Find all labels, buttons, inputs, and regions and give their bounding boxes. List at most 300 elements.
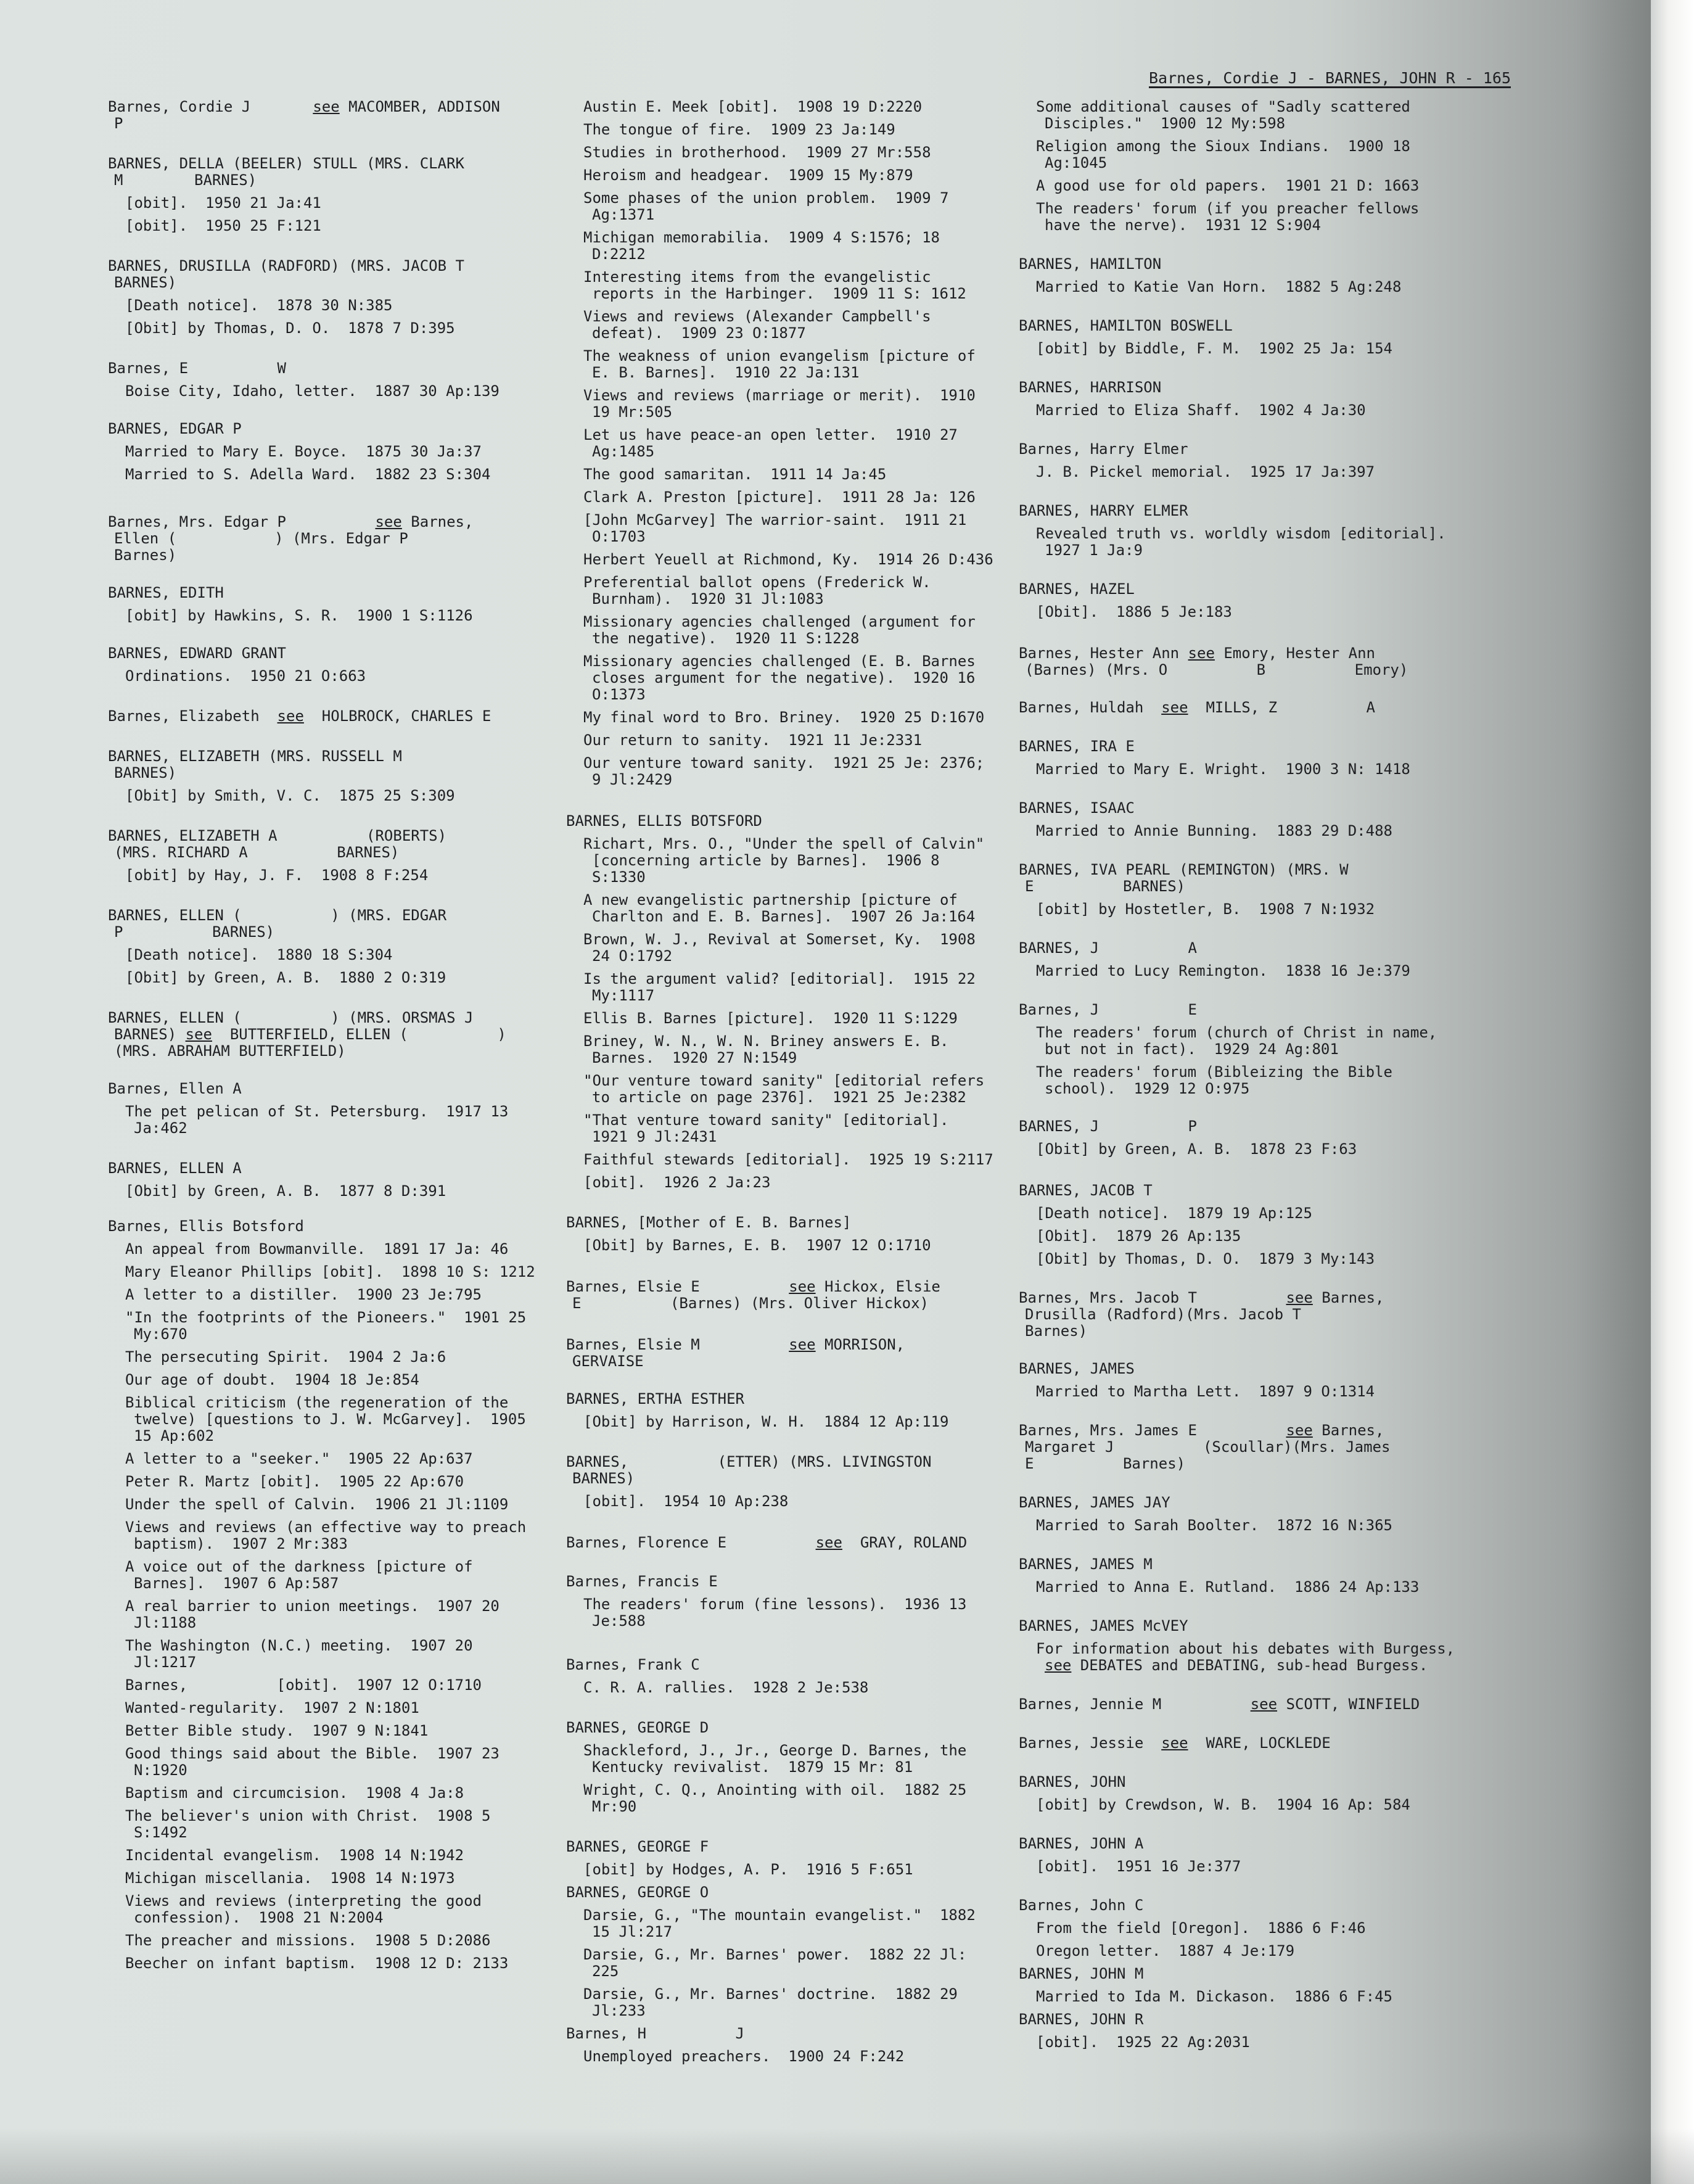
entry-heading-line: BARNES, JACOB T [1019, 1182, 1153, 1199]
entry-heading [566, 1454, 998, 1487]
entry-heading [108, 748, 540, 781]
citation: [Death notice]. 1878 30 N:385 [125, 297, 393, 314]
entry-heading [1019, 581, 1463, 598]
citation: Baptism and circumcision. 1908 4 Ja:8 [125, 1784, 464, 1802]
citation: The preacher and missions. 1908 5 D:2086 [125, 1932, 491, 1949]
index-entry [1019, 1836, 1463, 1875]
entry-heading-line: Barnes, Jennie M see SCOTT, WINFIELD [1019, 1696, 1420, 1713]
citation: [obit] by Crewdson, W. B. 1904 16 Ap: 584 [1036, 1796, 1410, 1813]
index-entry [1019, 1182, 1463, 1267]
citation: A new evangelistic partnership [picture of Charlton and E. B. Barnes]. 1907 26 Ja:164 [583, 891, 976, 925]
citation: Views and reviews (an effective way to preach baptism). 1907 2 Mr:383 [125, 1518, 535, 1552]
citation: Married to S. Adella Ward. 1882 23 S:304 [125, 466, 491, 483]
citation: Darsie, G., Mr. Barnes' doctrine. 1882 29 Jl:233 [583, 1985, 967, 2019]
citation: Married to Eliza Shaff. 1902 4 Ja:30 [1036, 402, 1366, 419]
citation: From the field [Oregon]. 1886 6 F:46 [1036, 1919, 1366, 1937]
citation: [Obit] by Barnes, E. B. 1907 12 O:1710 [583, 1237, 931, 1254]
entry-heading [566, 1391, 998, 1407]
entry-heading-line: Barnes, John C [1019, 1897, 1144, 1914]
index-entry [1019, 1361, 1463, 1400]
citation: Married to Mary E. Boyce. 1875 30 Ja:37 [125, 443, 482, 460]
index-entry [108, 1010, 540, 1060]
index-entry [1019, 318, 1463, 357]
citation: [Obit] by Harrison, W. H. 1884 12 Ap:119 [583, 1413, 949, 1430]
citation: [Death notice]. 1879 19 Ap:125 [1036, 1205, 1312, 1222]
citation: [John McGarvey] The warrior-saint. 1911 21 O:1703 [583, 511, 976, 545]
entry-heading-line: Barnes, J E [1019, 1001, 1197, 1018]
entry-heading-line: BARNES, EDGAR P [108, 420, 242, 437]
citation: The readers' forum (church of Christ in name, but not in fact). 1929 24 Ag:801 [1036, 1024, 1446, 1058]
citation: [obit]. 1925 22 Ag:2031 [1036, 2034, 1250, 2051]
entry-heading [1019, 862, 1463, 895]
entry-heading [1019, 1290, 1463, 1340]
index-entry [566, 1535, 998, 1551]
entry-heading [1019, 2011, 1463, 2028]
citation: [Death notice]. 1880 18 S:304 [125, 946, 393, 963]
citation: Briney, W. N., W. N. Briney answers E. B. Barnes. 1920 27 N:1549 [583, 1032, 958, 1066]
citation: Let us have peace-an open letter. 1910 27 Ag:1485 [583, 426, 967, 460]
citation: Ordinations. 1950 21 O:663 [125, 667, 366, 685]
entry-heading-line: Barnes) [114, 546, 177, 564]
index-entry [566, 1454, 998, 1510]
index-entry [108, 514, 540, 564]
entry-heading [1019, 318, 1463, 334]
citation: [Obit] by Smith, V. C. 1875 25 S:309 [125, 787, 455, 804]
entry-heading-line: (MRS. RICHARD A BARNES) [114, 844, 400, 861]
index-entry [1019, 441, 1463, 480]
citation: A good use for old papers. 1901 21 D: 1663 [1036, 177, 1420, 194]
citation: Clark A. Preston [picture]. 1911 28 Ja: 126 [583, 488, 976, 506]
index-entry [566, 1573, 998, 1630]
citation: The persecuting Spirit. 1904 2 Ja:6 [125, 1348, 446, 1366]
index-entry [566, 1720, 998, 1815]
entry-heading-line: Barnes, E W [108, 360, 286, 377]
entry-heading [108, 99, 540, 132]
index-entry [1019, 2011, 1463, 2051]
citation: [Obit] by Green, A. B. 1880 2 O:319 [125, 969, 446, 986]
index-entry [1019, 256, 1463, 295]
entry-heading [108, 258, 540, 291]
citation: Preferential ballot opens (Frederick W. Burnham). 1920 31 Jl:1083 [583, 574, 940, 608]
entry-heading-line: (Barnes) (Mrs. O B Emory) [1025, 661, 1408, 678]
entry-heading-line: BARNES, (ETTER) (MRS. LIVINGSTON [566, 1453, 932, 1470]
index-entry [1019, 503, 1463, 559]
citation: Wanted-regularity. 1907 2 N:1801 [125, 1699, 419, 1716]
citation: [obit]. 1950 21 Ja:41 [125, 194, 321, 212]
citation: Better Bible study. 1907 9 N:1841 [125, 1722, 429, 1739]
citation: Faithful stewards [editorial]. 1925 19 S:2117 [583, 1151, 993, 1168]
index-entry [108, 360, 540, 400]
entry-heading-line: BARNES) see BUTTERFIELD, ELLEN ( ) [114, 1026, 506, 1043]
citation: Missionary agencies challenged (argument for the negative). 1920 11 S:1228 [583, 613, 985, 647]
citation: Married to Annie Bunning. 1883 29 D:488 [1036, 822, 1392, 839]
citation: Married to Anna E. Rutland. 1886 24 Ap:133 [1036, 1578, 1420, 1596]
entry-heading [108, 514, 540, 564]
entry-heading [1019, 503, 1463, 519]
entry-heading [566, 1720, 998, 1736]
index-entry [1019, 1118, 1463, 1158]
citation: Some additional causes of "Sadly scattered Disciples." 1900 12 My:598 [1036, 98, 1420, 132]
entry-heading [108, 1218, 540, 1235]
entry-heading [1019, 940, 1463, 957]
index-entry [1019, 1422, 1463, 1472]
index-entry [566, 1391, 998, 1430]
citation: Michigan memorabilia. 1909 4 S:1576; 18 D:2212 [583, 229, 949, 263]
index-entry [108, 708, 540, 725]
entry-heading [566, 1214, 998, 1231]
index-entry [108, 258, 540, 337]
entry-heading [1019, 1966, 1463, 1982]
citation: Good things said about the Bible. 1907 23 N:1920 [125, 1745, 509, 1779]
entry-heading [566, 1657, 998, 1673]
citation: [obit] by Hawkins, S. R. 1900 1 S:1126 [125, 607, 473, 624]
entry-heading-line: BARNES, JAMES JAY [1019, 1494, 1170, 1511]
citation: Studies in brotherhood. 1909 27 Mr:558 [583, 144, 931, 161]
entry-heading-line: Barnes, Florence E see GRAY, ROLAND [566, 1534, 968, 1551]
entry-heading [1019, 441, 1463, 458]
citation: J. B. Pickel memorial. 1925 17 Ja:397 [1036, 463, 1375, 480]
citation: Interesting items from the evangelistic reports in the Harbinger. 1909 11 S: 1612 [583, 268, 966, 302]
entry-heading-line: Drusilla (Radford)(Mrs. Jacob T [1025, 1306, 1301, 1323]
entry-heading [1019, 1836, 1463, 1852]
entry-heading [1019, 1361, 1463, 1377]
entry-heading-line: BARNES, J P [1019, 1118, 1197, 1135]
entry-heading-line: BARNES, GEORGE F [566, 1838, 709, 1855]
entry-heading-line: Barnes, Mrs. Jacob T see Barnes, [1019, 1289, 1384, 1306]
entry-heading-line: Barnes, Elsie E see Hickox, Elsie [566, 1278, 940, 1295]
citation: Boise City, Idaho, letter. 1887 30 Ap:139 [125, 382, 500, 400]
citation: An appeal from Bowmanville. 1891 17 Ja: 46 [125, 1240, 509, 1258]
index-column-3 [1019, 99, 1463, 2057]
citation: Married to Ida M. Dickason. 1886 6 F:45 [1036, 1988, 1392, 2005]
entry-heading-line: Barnes) [1025, 1322, 1088, 1340]
citation: [obit]. 1951 16 Je:377 [1036, 1858, 1241, 1875]
entry-heading [1019, 1494, 1463, 1511]
entry-heading [566, 1535, 998, 1551]
citation: The readers' forum (if you preacher fellows have the nerve). 1931 12 S:904 [1036, 200, 1428, 234]
entry-heading [108, 585, 540, 601]
entry-heading [1019, 1182, 1463, 1199]
index-entry [566, 1214, 998, 1254]
entry-heading-line: BARNES, JOHN A [1019, 1835, 1144, 1852]
citation: [Obit] by Green, A. B. 1878 23 F:63 [1036, 1140, 1357, 1158]
citation: The Washington (N.C.) meeting. 1907 20 Jl:1217 [125, 1637, 482, 1671]
citation: Shackleford, J., Jr., George D. Barnes, the Kentucky revivalist. 1879 15 Mr: 81 [583, 1742, 976, 1776]
entry-heading [108, 155, 540, 189]
index-entry [108, 585, 540, 624]
entry-heading-line: BARNES, JOHN R [1019, 2011, 1144, 2028]
citation: Married to Lucy Remington. 1838 16 Je:379 [1036, 962, 1410, 979]
entry-heading [1019, 800, 1463, 817]
citation: Herbert Yeuell at Richmond, Ky. 1914 26 D:436 [583, 551, 993, 568]
citation: [obit] by Hay, J. F. 1908 8 F:254 [125, 867, 429, 884]
citation: Wright, C. Q., Anointing with oil. 1882 25 Mr:90 [583, 1781, 976, 1815]
entry-heading [566, 1839, 998, 1855]
citation: [obit]. 1926 2 Ja:23 [583, 1174, 771, 1191]
entry-heading [1019, 1696, 1463, 1713]
citation: Under the spell of Calvin. 1906 21 Jl:1109 [125, 1496, 509, 1513]
index-entry [1019, 1696, 1463, 1713]
citation: Ellis B. Barnes [picture]. 1920 11 S:1229 [583, 1010, 958, 1027]
entry-heading [1019, 1118, 1463, 1135]
entry-heading-line: P [114, 115, 123, 132]
entry-heading-line: BARNES) [114, 764, 177, 781]
index-entry [1019, 1002, 1463, 1097]
index-entry [108, 907, 540, 986]
entry-heading-line: E (Barnes) (Mrs. Oliver Hickox) [572, 1295, 929, 1312]
index-entry [1019, 1556, 1463, 1596]
entry-heading [108, 360, 540, 377]
citation: [obit]. 1950 25 F:121 [125, 217, 321, 234]
index-column-2 [566, 99, 998, 2071]
citation: Views and reviews (marriage or merit). 1910 19 Mr:505 [583, 387, 985, 421]
index-entry [1019, 581, 1463, 620]
entry-heading-line: Barnes, Francis E [566, 1573, 718, 1590]
index-entry [108, 1218, 540, 1972]
citation: Beecher on infant baptism. 1908 12 D: 2133 [125, 1955, 509, 1972]
entry-heading-line: BARNES, JAMES M [1019, 1556, 1153, 1573]
entry-heading-line: Barnes, Cordie J see MACOMBER, ADDISON [108, 98, 500, 115]
index-entry [108, 1081, 540, 1137]
citation: [Obit]. 1879 26 Ap:135 [1036, 1227, 1241, 1245]
citation: Peter R. Martz [obit]. 1905 22 Ap:670 [125, 1473, 464, 1490]
citation: Oregon letter. 1887 4 Je:179 [1036, 1942, 1295, 1959]
entry-heading-line: Barnes, Mrs. James E see Barnes, [1019, 1422, 1384, 1439]
entry-heading [1019, 1774, 1463, 1790]
index-entry [1019, 645, 1463, 678]
entry-heading-line: BARNES) [572, 1470, 635, 1487]
index-entry [1019, 1897, 1463, 1959]
entry-heading [1019, 1735, 1463, 1752]
citation: The good samaritan. 1911 14 Ja:45 [583, 466, 887, 483]
index-entry [566, 1279, 998, 1312]
citation: [obit]. 1954 10 Ap:238 [583, 1493, 789, 1510]
entry-heading-line: BARNES, J A [1019, 939, 1197, 957]
index-entry [566, 1337, 998, 1370]
citation: [Obit]. 1886 5 Je:183 [1036, 603, 1232, 620]
entry-heading-line: BARNES, JOHN M [1019, 1965, 1144, 1982]
index-entry [108, 828, 540, 884]
citation: The believer's union with Christ. 1908 5 S:1492 [125, 1807, 500, 1841]
index-entry [1019, 1966, 1463, 2005]
citation: For information about his debates with Burgess, see DEBATES and DEBATING, sub-head Burgess. [1036, 1640, 1464, 1674]
citation: The readers' forum (fine lessons). 1936 13 Je:588 [583, 1596, 976, 1630]
citation: Barnes, [obit]. 1907 12 O:1710 [125, 1676, 482, 1694]
citation: Married to Martha Lett. 1897 9 O:1314 [1036, 1383, 1375, 1400]
entry-heading [1019, 699, 1463, 716]
entry-heading-line: BARNES, GEORGE O [566, 1884, 709, 1901]
page-shadow [0, 2128, 1694, 2184]
entry-heading [1019, 1897, 1463, 1914]
entry-heading-line: BARNES, HARRY ELMER [1019, 502, 1188, 519]
citation: Our age of doubt. 1904 18 Je:854 [125, 1371, 419, 1388]
entry-heading [566, 1573, 998, 1590]
citation: Is the argument valid? [editorial]. 1915 22 My:1117 [583, 970, 985, 1004]
index-entry [108, 1160, 540, 1200]
citation: "Our venture toward sanity" [editorial refers to article on page 2376]. 1921 25 Je:2382 [583, 1072, 993, 1106]
citation: Austin E. Meek [obit]. 1908 19 D:2220 [583, 98, 923, 115]
entry-heading-line: Barnes, H J [566, 2025, 744, 2042]
page-edge [1651, 0, 1694, 2184]
entry-heading-line: Barnes, Elsie M see MORRISON, [566, 1336, 905, 1353]
citation: My final word to Bro. Briney. 1920 25 D:1670 [583, 709, 985, 726]
citation: A letter to a distiller. 1900 23 Je:795 [125, 1286, 482, 1303]
citation: [obit] by Hostetler, B. 1908 7 N:1932 [1036, 900, 1375, 918]
entry-heading-line: M BARNES) [114, 171, 257, 189]
entry-heading-line: BARNES, DRUSILLA (RADFORD) (MRS. JACOB T [108, 257, 464, 274]
entry-heading-line: BARNES, ELIZABETH A (ROBERTS) [108, 827, 447, 844]
entry-heading [1019, 1422, 1463, 1472]
index-entry [1019, 738, 1463, 778]
entry-heading-line: Barnes, Hester Ann see Emory, Hester Ann [1019, 645, 1375, 662]
entry-heading [108, 828, 540, 861]
citation: [Obit] by Green, A. B. 1877 8 D:391 [125, 1182, 446, 1200]
index-entry [566, 813, 998, 1191]
citation: Some phases of the union problem. 1909 7 Ag:1371 [583, 189, 958, 223]
index-entry [1019, 1494, 1463, 1534]
entry-heading [1019, 645, 1463, 678]
entry-heading-line: BARNES, JOHN [1019, 1773, 1126, 1790]
entry-heading-line: BARNES, JAMES McVEY [1019, 1617, 1188, 1634]
citation: [Obit] by Thomas, D. O. 1879 3 My:143 [1036, 1250, 1375, 1267]
citation: [obit] by Hodges, A. P. 1916 5 F:651 [583, 1861, 913, 1878]
citation: Missionary agencies challenged (E. B. Barnes closes argument for the negative). 1920 16 O:1373 [583, 653, 985, 703]
entry-heading [566, 1337, 998, 1370]
entry-heading-line: Barnes, Frank C [566, 1656, 700, 1673]
citation: Brown, W. J., Revival at Somerset, Ky. 1908 24 O:1792 [583, 931, 985, 965]
citation: The tongue of fire. 1909 23 Ja:149 [583, 121, 895, 138]
citation: The weakness of union evangelism [picture of E. B. Barnes]. 1910 22 Ja:131 [583, 347, 985, 381]
index-entry [1019, 800, 1463, 839]
index-entry [1019, 699, 1463, 716]
entry-heading-line: BARNES, ERTHA ESTHER [566, 1390, 744, 1407]
citation: Incidental evangelism. 1908 14 N:1942 [125, 1847, 464, 1864]
entry-heading-line: P BARNES) [114, 923, 275, 941]
entry-heading-line: BARNES, [Mother of E. B. Barnes] [566, 1214, 852, 1231]
citation: Our return to sanity. 1921 11 Je:2331 [583, 731, 923, 749]
running-head: Barnes, Cordie J - BARNES, JOHN R - 165 [1149, 69, 1511, 87]
citation: "In the footprints of the Pioneers." 1901 25 My:670 [125, 1309, 535, 1343]
entry-heading-line: Barnes, Mrs. Edgar P see Barnes, [108, 513, 474, 530]
entry-heading-line: Ellen ( ) (Mrs. Edgar P [114, 530, 408, 547]
citation: "That venture toward sanity" [editorial]. 1921 9 Jl:2431 [583, 1111, 967, 1145]
index-entry [566, 1884, 998, 2019]
entry-heading-line: E BARNES) [1025, 878, 1186, 895]
index-entry [1019, 1774, 1463, 1813]
index-entry [1019, 1618, 1463, 1674]
citation: A voice out of the darkness [picture of Barnes]. 1907 6 Ap:587 [125, 1558, 482, 1592]
citation: Darsie, G., "The mountain evangelist." 1882 15 Jl:217 [583, 1906, 985, 1940]
citation: Married to Katie Van Horn. 1882 5 Ag:248 [1036, 278, 1402, 295]
entry-heading-line: BARNES, EDWARD GRANT [108, 645, 286, 662]
index-entry [1019, 862, 1463, 918]
entry-heading [1019, 379, 1463, 396]
index-entry [108, 155, 540, 234]
entry-heading [1019, 738, 1463, 755]
index-entry [1019, 1735, 1463, 1752]
entry-heading-line: Barnes, Harry Elmer [1019, 440, 1188, 458]
entry-heading-line: BARNES, IVA PEARL (REMINGTON) (MRS. W [1019, 861, 1349, 878]
citation: Mary Eleanor Phillips [obit]. 1898 10 S: 1212 [125, 1263, 535, 1280]
entry-heading-line: BARNES, IRA E [1019, 738, 1135, 755]
index-entry [1019, 379, 1463, 419]
citation: The readers' forum (Bibleizing the Bible school). 1929 12 O:975 [1036, 1063, 1402, 1097]
index-entry [566, 1839, 998, 1878]
citation: Michigan miscellania. 1908 14 N:1973 [125, 1869, 455, 1887]
index-entry [108, 421, 540, 483]
entry-heading-line: BARNES, HAMILTON [1019, 255, 1162, 273]
index-entry [108, 99, 540, 132]
entry-heading-line: Margaret J (Scoullar)(Mrs. James [1025, 1438, 1391, 1456]
citation: A real barrier to union meetings. 1907 20 Jl:1188 [125, 1597, 509, 1631]
citation: Views and reviews (interpreting the good confession). 1908 21 N:2004 [125, 1892, 491, 1926]
entry-heading [566, 1884, 998, 1901]
citation: Views and reviews (Alexander Campbell's defeat). 1909 23 O:1877 [583, 308, 940, 342]
index-entry [566, 2025, 998, 2065]
citation: The pet pelican of St. Petersburg. 1917 13 Ja:462 [125, 1103, 517, 1137]
citation: Darsie, G., Mr. Barnes' power. 1882 22 Jl: 225 [583, 1946, 976, 1980]
citation: Our venture toward sanity. 1921 25 Je: 2376; 9 Jl:2429 [583, 754, 993, 788]
entry-heading [566, 2025, 998, 2042]
entry-heading-line: BARNES, ELIZABETH (MRS. RUSSELL M [108, 748, 402, 765]
entry-heading-line: BARNES, ISAAC [1019, 799, 1135, 817]
entry-heading-line: BARNES, ELLEN A [108, 1160, 242, 1177]
citation: Married to Mary E. Wright. 1900 3 N: 1418 [1036, 760, 1410, 778]
citation: Heroism and headgear. 1909 15 My:879 [583, 167, 913, 184]
citation: Biblical criticism (the regeneration of the twelve) [questions to J. W. McGarvey]. 1905 15 Ap:602 [125, 1394, 535, 1444]
entry-heading-line: BARNES, DELLA (BEELER) STULL (MRS. CLARK [108, 155, 464, 172]
citation: Richart, Mrs. O., "Under the spell of Calvin" [concerning article by Barnes]. 1906 8 S:1330 [583, 835, 993, 886]
citation: A letter to a "seeker." 1905 22 Ap:637 [125, 1450, 473, 1467]
index-column-1 [108, 99, 540, 1978]
citation: Revealed truth vs. worldly wisdom [editorial]. 1927 1 Ja:9 [1036, 525, 1464, 559]
citation: [obit] by Biddle, F. M. 1902 25 Ja: 154 [1036, 340, 1392, 357]
entry-heading [108, 1010, 540, 1060]
entry-heading [566, 813, 998, 830]
entry-heading-line: BARNES, ELLIS BOTSFORD [566, 812, 762, 830]
entry-heading [108, 907, 540, 941]
entry-heading-line: Barnes, Huldah see MILLS, Z A [1019, 699, 1375, 716]
index-entry [1019, 99, 1463, 234]
entry-heading [1019, 256, 1463, 273]
entry-heading-line: BARNES) [114, 274, 177, 291]
entry-heading [108, 708, 540, 725]
entry-heading-line: BARNES, HAMILTON BOSWELL [1019, 317, 1233, 334]
entry-heading-line: Barnes, Ellen A [108, 1080, 242, 1097]
entry-heading-line: BARNES, EDITH [108, 584, 224, 601]
entry-heading [108, 421, 540, 437]
entry-heading [108, 1160, 540, 1177]
citation: Religion among the Sioux Indians. 1900 18 Ag:1045 [1036, 138, 1420, 171]
entry-heading-line: BARNES, JAMES [1019, 1360, 1135, 1377]
entry-heading [1019, 1002, 1463, 1018]
entry-heading [1019, 1556, 1463, 1573]
citation: [Obit] by Thomas, D. O. 1878 7 D:395 [125, 319, 455, 337]
index-entry [1019, 1290, 1463, 1340]
entry-heading [1019, 1618, 1463, 1634]
entry-heading [566, 1279, 998, 1312]
entry-heading-line: Barnes, Jessie see WARE, LOCKLEDE [1019, 1734, 1331, 1752]
entry-heading-line: Barnes, Ellis Botsford [108, 1218, 304, 1235]
index-entry [566, 1657, 998, 1696]
index-entry [566, 99, 998, 788]
entry-heading-line: E Barnes) [1025, 1455, 1186, 1472]
index-entry [1019, 940, 1463, 979]
entry-heading-line: BARNES, HARRISON [1019, 379, 1162, 396]
entry-heading [108, 645, 540, 662]
citation: C. R. A. rallies. 1928 2 Je:538 [583, 1679, 869, 1696]
entry-heading-line: BARNES, ELLEN ( ) (MRS. ORSMAS J [108, 1009, 474, 1026]
